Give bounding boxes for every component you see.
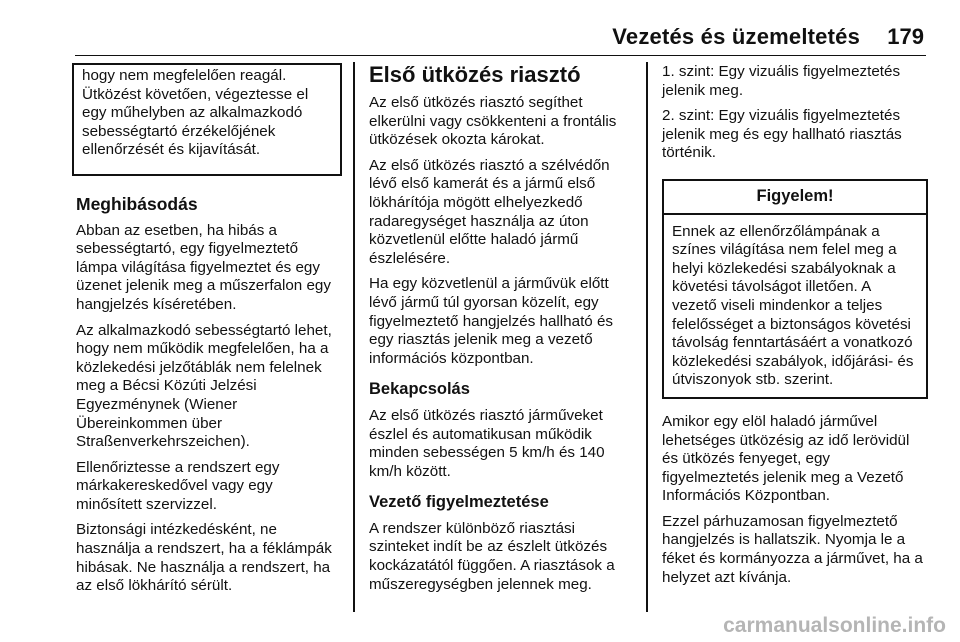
page-number: 179 bbox=[887, 24, 924, 49]
subheading-driver-alert: Vezető figyelmeztetése bbox=[369, 493, 549, 512]
column-divider-left bbox=[353, 62, 355, 612]
column-divider-right bbox=[646, 62, 648, 612]
notice-box bbox=[662, 179, 928, 399]
page-title: Vezetés és üzemeltetés bbox=[612, 24, 860, 49]
paragraph: Ellenőriztesse a rendszert egy márkakereskedővel vagy egy minősített szervizzel. bbox=[76, 458, 280, 513]
paragraph: Abban az esetben, ha hibás a sebességtartó, egy figyelmeztető lámpa világítása figyelmeztet és egy üzenet jelenik meg a műszerfalon egy hangjelzés kíséretében. bbox=[76, 221, 331, 313]
paragraph: Az alkalmazkodó sebességtartó lehet, hogy nem működik megfelelően, ha a közlekedési jelzőtáblák nem felelnek meg a Bécsi Közúti Jelzési Egyezménynek (Wiener Übereinkommen über Straßenverkehrszeichen). bbox=[76, 321, 332, 451]
paragraph: A rendszer különböző riasztási szinteket indít be az észlelt ütközés kockázatától függően. A riasztások a műszeregységben jelennek meg. bbox=[369, 519, 615, 593]
notice-title: Figyelem! bbox=[664, 181, 926, 215]
paragraph: Ezzel párhuzamosan figyelmeztető hangjelzés is hallatszik. Nyomja le a féket és kormányozza a járművet, ha a helyzet azt kívánja. bbox=[662, 512, 923, 586]
header-divider bbox=[75, 55, 926, 56]
paragraph: Az első ütközés riasztó járműveket észlel és automatikusan működik minden sebességen 5 km/h és 140 km/h között. bbox=[369, 406, 605, 480]
column-right bbox=[662, 63, 928, 594]
notice-body: Ennek az ellenőrzőlámpának a színes világítása nem felel meg a helyi közlekedési szabályoknak a követési távolságot illetően. A vezető viseli mindenkor a teljes felelősséget a biztonságos követési távolság fenntartásáért a vonatkozó közlekedési szabályok, időjárási- és útviszonyok stb. szerint. bbox=[672, 222, 914, 389]
subheading-activation: Bekapcsolás bbox=[369, 380, 470, 399]
continued-warning-box bbox=[72, 63, 342, 176]
section-title-forward-collision-alert: Első ütközés riasztó bbox=[369, 62, 581, 87]
paragraph: Az első ütközés riasztó segíthet elkerülni vagy csökkenteni a frontális ütközések okozta károkat. bbox=[369, 94, 617, 149]
paragraph: Amikor egy elöl haladó járművel lehetséges ütközésig az idő lerövidül és ütközés fenyeget, egy figyelmeztetés jelenik meg a Vezető Információs Központban. bbox=[662, 412, 910, 505]
alert-level-1: 1. szint: Egy vizuális figyelmeztetés jelenik meg. bbox=[662, 63, 901, 99]
paragraph: Biztonsági intézkedésként, ne használja a rendszert, ha a féklámpák hibásak. Ne használja a rendszert, ha az első lökhárító sérült. bbox=[76, 521, 332, 595]
warning-box-text: hogy nem megfelelően reagál. Ütközést követően, végeztesse el egy műhelyben az alkalmazkodó sebességtartó érzékelőjének ellenőrzését és kijavítását. bbox=[82, 67, 309, 159]
page-header bbox=[0, 24, 960, 54]
column-left bbox=[76, 63, 340, 603]
paragraph: Az első ütközés riasztó a szélvédőn lévő első kamerát és a jármű első lökhárítója mögött elhelyezkedő radaregységet használja az úton közvetlenül előtte haladó jármű észlelésére. bbox=[369, 156, 610, 267]
section-heading-malfunction: Meghibásodás bbox=[76, 193, 198, 214]
column-middle bbox=[369, 63, 635, 601]
watermark: carmanualsonline.info bbox=[723, 614, 946, 637]
alert-level-2: 2. szint: Egy vizuális figyelmeztetés jelenik meg és egy hallható riasztás történik. bbox=[662, 107, 902, 162]
paragraph: Ha egy közvetlenül a járművük előtt lévő jármű túl gyorsan közelít, egy figyelmeztető hangjelzés hallható és egy riasztás jelenik meg a vezető információs központban. bbox=[369, 275, 613, 367]
